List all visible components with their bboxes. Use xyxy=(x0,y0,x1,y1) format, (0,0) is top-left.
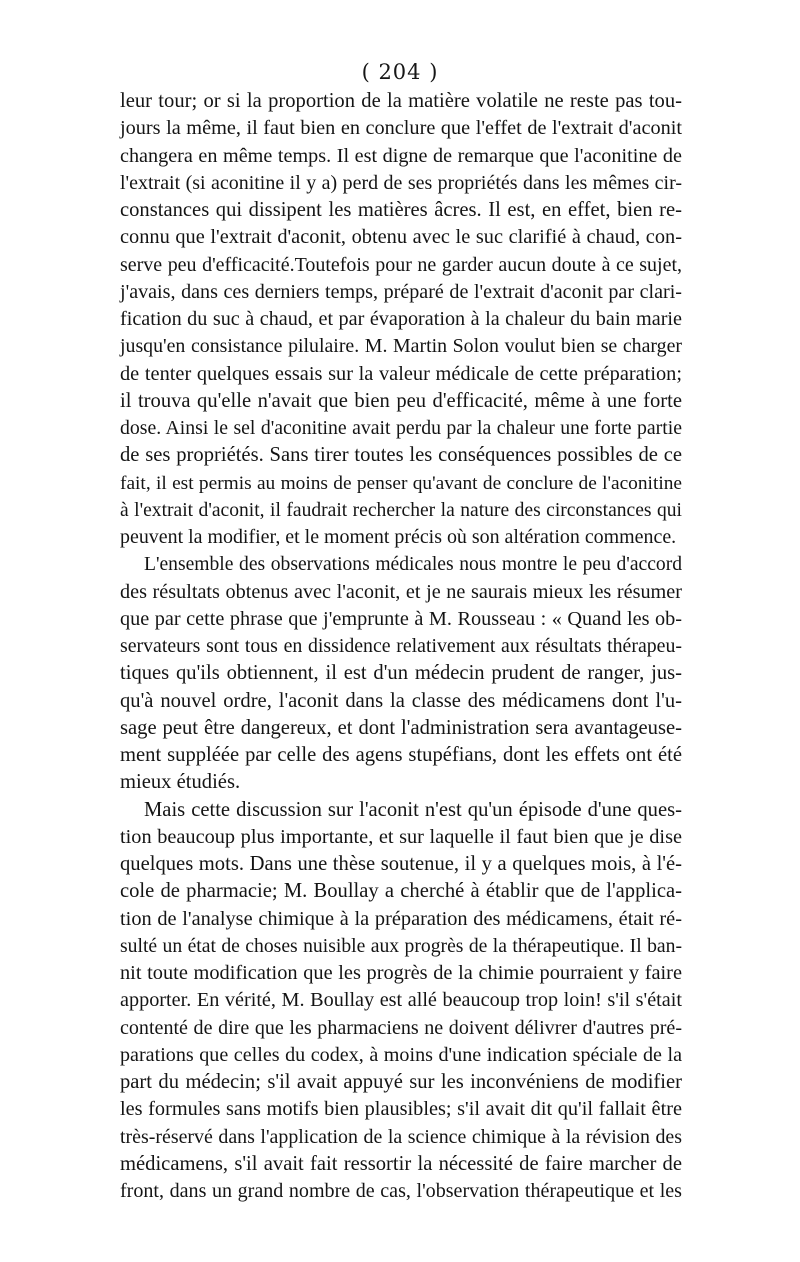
text-line: l'extrait (si aconitine il y a) perd de ses propriétés dans les mêmes cir- xyxy=(120,171,682,194)
text-line: peuvent la modifier, et le moment précis où son altération commence. xyxy=(120,526,677,548)
text-line: j'avais, dans ces derniers temps, préparé de l'extrait d'aconit par clari- xyxy=(120,280,682,303)
text-line: très-réservé dans l'application de la science chimique à la révision des xyxy=(120,1125,682,1148)
text-line: sulté un état de choses nuisible aux progrès de la thérapeutique. Il ban- xyxy=(120,934,682,957)
text-line: qu'à nouvel ordre, l'aconit dans la classe des médicamens dont l'u- xyxy=(120,689,682,712)
text-line: jours la même, il faut bien en conclure que l'effet de l'extrait d'aconit xyxy=(120,117,682,140)
text-line: L'ensemble des observations médicales nous montre le peu d'accord xyxy=(144,554,682,576)
text-line: sage peut être dangereux, et dont l'administration sera avantageuse- xyxy=(120,716,682,739)
text-line: parations que celles du codex, à moins d'une indication spéciale de la xyxy=(120,1043,682,1066)
text-line: les formules sans motifs bien plausibles; s'il avait dit qu'il fallait être xyxy=(120,1098,682,1121)
text-line: de ses propriétés. Sans tirer toutes les conséquences possibles de ce xyxy=(120,444,682,467)
text-line: tion de l'analyse chimique à la préparation des médicamens, était ré- xyxy=(120,907,682,930)
text-line: contenté de dire que les pharmaciens ne doivent délivrer d'autres pré- xyxy=(120,1016,682,1039)
text-line: front, dans un grand nombre de cas, l'observation thérapeutique et les xyxy=(120,1180,682,1202)
body-text xyxy=(120,88,682,1205)
text-line: part du médecin; s'il avait appuyé sur les inconvéniens de modifier xyxy=(120,1071,682,1093)
text-line: nit toute modification que les progrès de la chimie pourraient y faire xyxy=(120,962,682,984)
text-line: de tenter quelques essais sur la valeur médicale de cette préparation; xyxy=(120,362,682,385)
text-line: changera en même temps. Il est digne de remarque que l'aconitine de xyxy=(120,144,682,167)
text-line: fait, il est permis au moins de penser qu'avant de conclure de l'aconitine xyxy=(120,472,682,494)
text-line: serve peu d'efficacité.Toutefois pour ne garder aucun doute à ce sujet, xyxy=(120,253,682,276)
text-line: il trouva qu'elle n'avait que bien peu d'efficacité, même à une forte xyxy=(120,389,682,412)
text-line: fication du suc à chaud, et par évaporation à la chaleur du bain marie xyxy=(120,308,682,330)
text-line: à l'extrait d'aconit, il faudrait rechercher la nature des circonstances qui xyxy=(120,499,682,521)
text-line: servateurs sont tous en dissidence relativement aux résultats thérapeu- xyxy=(120,635,682,657)
text-line: apporter. En vérité, M. Boullay est allé beaucoup trop loin! s'il s'était xyxy=(120,989,682,1012)
text-line: des résultats obtenus avec l'aconit, et je ne saurais mieux les résumer xyxy=(120,580,682,603)
text-line: tion beaucoup plus importante, et sur laquelle il faut bien que je dise xyxy=(120,825,682,848)
text-line: que par cette phrase que j'emprunte à M. Rousseau : « Quand les ob- xyxy=(120,607,682,630)
page-number: ( 204 ) xyxy=(361,60,439,84)
text-line: constances qui dissipent les matières âcres. Il est, en effet, bien re- xyxy=(120,199,682,221)
text-line: Mais cette discussion sur l'aconit n'est qu'un épisode d'une ques- xyxy=(144,798,682,821)
text-line: mieux étudiés. xyxy=(120,771,241,794)
text-line: jusqu'en consistance pilulaire. M. Martin Solon voulut bien se charger xyxy=(120,335,682,358)
text-line: médicamens, s'il avait fait ressortir la nécessité de faire marcher de xyxy=(120,1152,682,1175)
text-line: leur tour; or si la proportion de la matière volatile ne reste pas tou- xyxy=(120,90,682,112)
text-line: quelques mots. Dans une thèse soutenue, il y a quelques mois, à l'é- xyxy=(120,853,682,875)
text-line: connu que l'extrait d'aconit, obtenu avec le suc clarifié à chaud, con- xyxy=(120,226,682,249)
text-line: tiques qu'ils obtiennent, il est d'un médecin prudent de ranger, jus- xyxy=(120,662,682,685)
text-line: dose. Ainsi le sel d'aconitine avait perdu par la chaleur une forte partie xyxy=(120,417,682,439)
text-line: cole de pharmacie; M. Boullay a cherché à établir que de l'applica- xyxy=(120,880,682,903)
text-line: ment suppléée par celle des agens stupéfians, dont les effets ont été xyxy=(120,744,682,766)
